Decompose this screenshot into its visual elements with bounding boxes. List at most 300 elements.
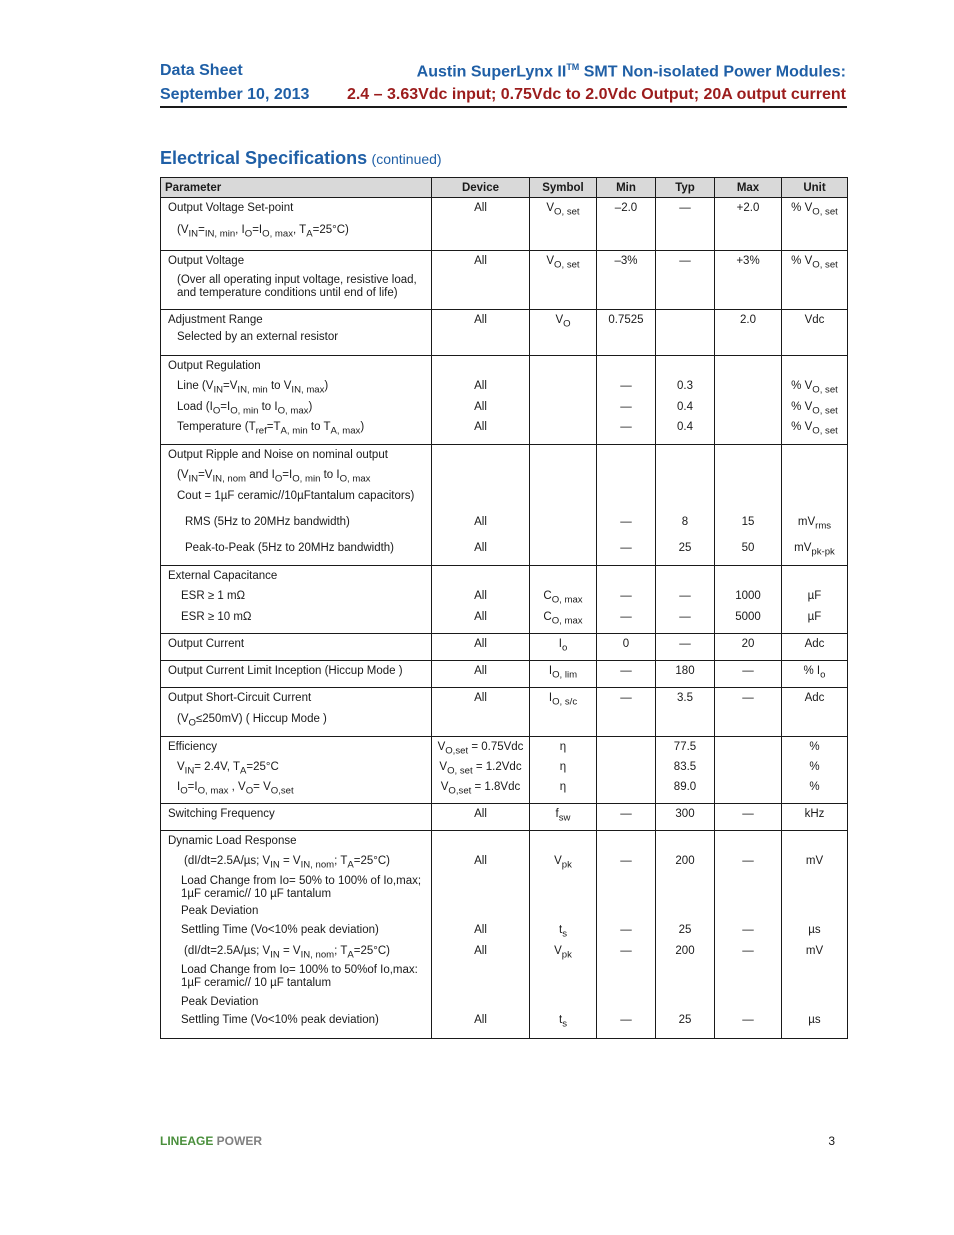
symbol-cell bbox=[530, 198, 597, 251]
section-title: Electrical Specifications bbox=[160, 148, 368, 168]
param-line: Output Current bbox=[168, 638, 245, 650]
device-value bbox=[432, 905, 529, 924]
device-value: $V_{O, set} = 1.2Vdc$ bbox=[439, 761, 522, 777]
symbol-cell bbox=[530, 566, 597, 634]
typ-value bbox=[656, 469, 714, 490]
symbol-cell bbox=[530, 251, 597, 310]
typ-value bbox=[656, 449, 714, 469]
symbol-value: $I_{O, lim}$ bbox=[548, 665, 578, 681]
max-value: — bbox=[742, 808, 754, 820]
max-cell bbox=[715, 198, 782, 251]
symbol-value: η bbox=[559, 781, 567, 793]
symbol-cell bbox=[530, 737, 597, 804]
device-value: All bbox=[474, 255, 487, 267]
symbol-value bbox=[530, 401, 596, 421]
min-value: — bbox=[620, 590, 632, 602]
device-value: All bbox=[474, 945, 487, 957]
unit-value: µF bbox=[807, 590, 822, 602]
unit-value: % $V_{O, set}$ bbox=[791, 421, 838, 437]
col-header-parameter: Parameter bbox=[161, 178, 432, 198]
param-line: $(V_O\le 250mV)$ ( Hiccup Mode ) bbox=[177, 713, 327, 729]
typ-value bbox=[656, 905, 714, 924]
symbol-cell bbox=[530, 445, 597, 566]
unit-value: % $V_{O, set}$ bbox=[791, 401, 838, 417]
product-subtitle: 2.4 – 3.63Vdc input; 0.75Vdc to 2.0Vdc Output; 20A output current bbox=[346, 86, 846, 103]
unit-value bbox=[782, 360, 847, 380]
param-cell bbox=[161, 688, 432, 737]
symbol-value bbox=[530, 875, 596, 905]
min-value: — bbox=[620, 945, 632, 957]
param-line: Peak Deviation bbox=[181, 996, 259, 1008]
param-cell bbox=[161, 445, 432, 566]
typ-value bbox=[656, 360, 714, 380]
symbol-value bbox=[530, 360, 596, 380]
symbol-cell bbox=[530, 661, 597, 688]
max-cell bbox=[715, 566, 782, 634]
min-cell bbox=[597, 445, 656, 566]
typ-cell bbox=[656, 661, 715, 688]
typ-value: 0.4 bbox=[677, 401, 693, 413]
param-line: Peak Deviation bbox=[181, 905, 259, 917]
min-value: — bbox=[620, 1014, 632, 1026]
max-value bbox=[715, 360, 781, 380]
symbol-cell bbox=[530, 356, 597, 445]
typ-cell bbox=[656, 310, 715, 356]
param-line: Load Change from Io= 50% to 100% of Io,max; 1µF ceramic// 10 µF tantalum bbox=[181, 875, 422, 900]
unit-value: % $V_{O, set}$ bbox=[791, 255, 838, 271]
doc-type: Data Sheet bbox=[160, 62, 243, 79]
max-value: — bbox=[742, 1014, 754, 1026]
typ-value bbox=[656, 314, 714, 331]
unit-value: mV bbox=[805, 855, 824, 867]
unit-value: mV bbox=[805, 945, 824, 957]
device-value: All bbox=[474, 202, 487, 214]
min-value: — bbox=[620, 401, 632, 413]
unit-cell bbox=[782, 737, 848, 804]
param-line: Output Regulation bbox=[168, 360, 261, 372]
col-header-min: Min bbox=[597, 178, 656, 198]
max-value: 1000 bbox=[735, 590, 761, 602]
max-cell bbox=[715, 356, 782, 445]
device-value bbox=[432, 360, 529, 380]
typ-value: 0.3 bbox=[677, 380, 693, 392]
max-value bbox=[715, 449, 781, 469]
table-row bbox=[161, 310, 848, 356]
typ-value: 89.0 bbox=[673, 781, 697, 793]
param-cell bbox=[161, 310, 432, 356]
table-row bbox=[161, 688, 848, 737]
device-value: All bbox=[474, 590, 487, 602]
max-value: — bbox=[742, 855, 754, 867]
param-line: Efficiency bbox=[168, 741, 218, 753]
device-cell bbox=[432, 737, 530, 804]
unit-value bbox=[782, 964, 847, 996]
symbol-value bbox=[530, 996, 596, 1014]
param-cell bbox=[161, 737, 432, 804]
table-row bbox=[161, 737, 848, 804]
table-row bbox=[161, 804, 848, 831]
typ-cell bbox=[656, 737, 715, 804]
symbol-value bbox=[530, 542, 596, 563]
min-value bbox=[597, 449, 655, 469]
unit-value bbox=[782, 449, 847, 469]
table-header-row bbox=[161, 178, 848, 198]
symbol-value: $I_o$ bbox=[558, 638, 568, 654]
typ-value: 200 bbox=[675, 945, 695, 957]
unit-value: % $V_{O, set}$ bbox=[791, 202, 838, 218]
unit-cell bbox=[782, 566, 848, 634]
typ-value: — bbox=[679, 611, 691, 623]
device-cell bbox=[432, 356, 530, 445]
max-value bbox=[715, 835, 781, 855]
typ-cell bbox=[656, 251, 715, 310]
unit-value: µs bbox=[808, 924, 821, 936]
max-cell bbox=[715, 737, 782, 804]
unit-value: Vdc bbox=[804, 314, 825, 326]
device-value: All bbox=[474, 665, 487, 677]
symbol-value: $t_s$ bbox=[559, 924, 567, 940]
min-value bbox=[597, 761, 655, 781]
typ-value: 180 bbox=[675, 665, 695, 677]
symbol-cell bbox=[530, 688, 597, 737]
param-line: Load Change from Io= 100% to 50%of Io,max: 1µF ceramic// 10 µF tantalum bbox=[181, 964, 418, 989]
unit-value: µF bbox=[807, 611, 822, 623]
min-value: — bbox=[620, 421, 632, 433]
min-cell bbox=[597, 198, 656, 251]
param-line: ESR ≥ 1 mΩ bbox=[181, 590, 246, 602]
symbol-cell bbox=[530, 310, 597, 356]
param-cell bbox=[161, 634, 432, 661]
header-rule bbox=[160, 106, 847, 108]
unit-value bbox=[782, 713, 847, 734]
param-line: External Capacitance bbox=[168, 570, 278, 582]
param-cell bbox=[161, 831, 432, 1039]
symbol-value: $V_O$ bbox=[555, 314, 571, 330]
device-cell bbox=[432, 566, 530, 634]
min-value bbox=[597, 996, 655, 1014]
unit-value bbox=[782, 469, 847, 490]
symbol-value: $C_{O, max}$ bbox=[543, 590, 583, 606]
symbol-value bbox=[530, 449, 596, 469]
param-line: $I_O=I_{O, max}$ , $V_O= V_{O,set}$ bbox=[177, 781, 294, 797]
max-value bbox=[715, 964, 781, 996]
min-cell bbox=[597, 831, 656, 1039]
param-line: Dynamic Load Response bbox=[168, 835, 297, 847]
param-line: Selected by an external resistor bbox=[177, 331, 339, 343]
typ-value: 25 bbox=[678, 542, 692, 554]
min-value: — bbox=[620, 692, 632, 704]
unit-value bbox=[782, 875, 847, 905]
table-row bbox=[161, 445, 848, 566]
device-cell bbox=[432, 661, 530, 688]
device-value: $V_{O,set} = 1.8Vdc$ bbox=[440, 781, 521, 797]
device-value bbox=[432, 713, 529, 734]
param-line: Load ($I_O=I_{O, min}$ to $I_{O, max}$) bbox=[177, 401, 313, 417]
unit-cell bbox=[782, 804, 848, 831]
typ-value: 200 bbox=[675, 855, 695, 867]
typ-value: 25 bbox=[678, 924, 692, 936]
max-cell bbox=[715, 688, 782, 737]
device-cell bbox=[432, 251, 530, 310]
param-line: ($V_{IN}=_{IN, min}$, $I_O=I_{O, max}$, $T_A=25^\circ C$) bbox=[177, 224, 349, 240]
min-value: — bbox=[620, 665, 632, 677]
typ-value: 8 bbox=[681, 516, 689, 528]
min-value: — bbox=[620, 855, 632, 867]
typ-value bbox=[656, 875, 714, 905]
device-value: All bbox=[474, 638, 487, 650]
param-line: $V_{IN}= 2.4V$, $T_A=25^\circ C$ bbox=[177, 761, 279, 777]
unit-value: % bbox=[809, 761, 820, 773]
symbol-value bbox=[530, 713, 596, 734]
max-value bbox=[715, 490, 781, 516]
typ-value: — bbox=[679, 590, 691, 602]
device-value bbox=[432, 570, 529, 590]
max-value: 5000 bbox=[735, 611, 761, 623]
param-line: Settling Time (Vo<10% peak deviation) bbox=[181, 1014, 379, 1026]
device-cell bbox=[432, 634, 530, 661]
max-cell bbox=[715, 661, 782, 688]
param-line: ($V_{IN}=V_{IN, nom}$ and $I_O=I_{O, min}$ to $I_{O, max}$ bbox=[177, 469, 371, 485]
unit-value: Adc bbox=[804, 692, 825, 704]
param-cell bbox=[161, 661, 432, 688]
min-value bbox=[597, 360, 655, 380]
typ-cell bbox=[656, 198, 715, 251]
device-value bbox=[432, 835, 529, 855]
symbol-value bbox=[530, 905, 596, 924]
min-value: — bbox=[620, 542, 632, 554]
unit-cell bbox=[782, 356, 848, 445]
unit-value: $mV_{pk-pk}$ bbox=[794, 542, 835, 558]
max-value: 2.0 bbox=[740, 314, 756, 326]
device-value: All bbox=[474, 611, 487, 623]
min-value bbox=[597, 835, 655, 855]
device-value: All bbox=[474, 401, 487, 413]
param-line: Output Current Limit Inception (Hiccup Mode ) bbox=[168, 665, 403, 677]
col-header-unit: Unit bbox=[782, 178, 848, 198]
max-value: — bbox=[742, 945, 754, 957]
min-value bbox=[597, 490, 655, 516]
table-row bbox=[161, 831, 848, 1039]
typ-value: 0.4 bbox=[677, 421, 693, 433]
min-cell bbox=[597, 688, 656, 737]
unit-cell bbox=[782, 661, 848, 688]
max-cell bbox=[715, 310, 782, 356]
min-cell bbox=[597, 566, 656, 634]
device-value: All bbox=[474, 542, 487, 554]
symbol-value: $V_{pk}$ bbox=[554, 945, 572, 961]
typ-value bbox=[656, 964, 714, 996]
device-value: All bbox=[474, 924, 487, 936]
symbol-value: $I_{O, s/c}$ bbox=[548, 692, 578, 708]
device-value: All bbox=[474, 421, 487, 433]
param-cell bbox=[161, 356, 432, 445]
min-value bbox=[597, 905, 655, 924]
max-cell bbox=[715, 804, 782, 831]
device-value: All bbox=[474, 314, 487, 326]
min-value: –3% bbox=[614, 255, 638, 267]
typ-value: — bbox=[679, 255, 691, 267]
footer-brand: LINEAGE POWER bbox=[160, 1134, 263, 1148]
min-value bbox=[597, 713, 655, 734]
spec-table bbox=[160, 177, 848, 1039]
device-cell bbox=[432, 310, 530, 356]
max-value bbox=[715, 713, 781, 734]
device-value: All bbox=[474, 516, 487, 528]
symbol-value: $t_s$ bbox=[559, 1014, 567, 1030]
table-row bbox=[161, 356, 848, 445]
max-value: — bbox=[742, 692, 754, 704]
spec-table-body bbox=[161, 198, 848, 1039]
max-cell bbox=[715, 634, 782, 661]
page-number: 3 bbox=[828, 1134, 835, 1148]
device-value: All bbox=[474, 808, 487, 820]
param-line: RMS (5Hz to 20MHz bandwidth) bbox=[185, 516, 350, 528]
table-row bbox=[161, 251, 848, 310]
max-value bbox=[715, 781, 781, 801]
device-value: All bbox=[474, 380, 487, 392]
max-value: +2.0 bbox=[736, 202, 760, 214]
symbol-cell bbox=[530, 804, 597, 831]
max-value: — bbox=[742, 924, 754, 936]
unit-cell bbox=[782, 688, 848, 737]
symbol-value: η bbox=[559, 741, 567, 753]
unit-cell bbox=[782, 198, 848, 251]
max-value bbox=[715, 741, 781, 761]
param-line: Switching Frequency bbox=[168, 808, 275, 820]
max-value bbox=[715, 875, 781, 905]
device-value bbox=[432, 469, 529, 490]
device-value: All bbox=[474, 855, 487, 867]
unit-value: µs bbox=[808, 1014, 821, 1026]
unit-value: % $V_{O, set}$ bbox=[791, 380, 838, 396]
min-value: — bbox=[620, 808, 632, 820]
param-cell bbox=[161, 566, 432, 634]
typ-cell bbox=[656, 831, 715, 1039]
min-cell bbox=[597, 661, 656, 688]
min-cell bbox=[597, 310, 656, 356]
typ-value bbox=[656, 570, 714, 590]
param-line: Line ($V_{IN}=V_{IN, min}$ to $V_{IN, max}$) bbox=[177, 380, 329, 396]
max-value bbox=[715, 761, 781, 781]
col-header-max: Max bbox=[715, 178, 782, 198]
param-line: Output Short-Circuit Current bbox=[168, 692, 312, 704]
symbol-value bbox=[530, 490, 596, 516]
symbol-value bbox=[530, 469, 596, 490]
symbol-value bbox=[530, 516, 596, 542]
device-value: $V_{O,set} = 0.75Vdc$ bbox=[437, 741, 524, 757]
unit-value bbox=[782, 835, 847, 855]
min-value: — bbox=[620, 380, 632, 392]
param-line: Output Voltage Set-point bbox=[168, 202, 294, 214]
symbol-value: $V_{pk}$ bbox=[554, 855, 572, 871]
min-value bbox=[597, 741, 655, 761]
param-line: (dI/dt=2.5A/µs; $V_{IN} = V_{IN, nom}$; $T_A=25^\circ C$) bbox=[184, 945, 390, 961]
param-cell bbox=[161, 804, 432, 831]
min-cell bbox=[597, 804, 656, 831]
max-cell bbox=[715, 831, 782, 1039]
param-line: Cout = 1µF ceramic//10µFtantalum capacitors) bbox=[177, 490, 415, 502]
col-header-device: Device bbox=[432, 178, 530, 198]
symbol-value: $V_{O, set}$ bbox=[546, 255, 580, 271]
device-value: All bbox=[474, 692, 487, 704]
max-value: 20 bbox=[741, 638, 755, 650]
symbol-value: η bbox=[559, 761, 567, 773]
section-heading bbox=[160, 148, 442, 169]
max-value: 50 bbox=[741, 542, 755, 554]
device-value bbox=[432, 449, 529, 469]
param-line: Output Ripple and Noise on nominal output bbox=[168, 449, 388, 461]
max-cell bbox=[715, 445, 782, 566]
unit-value bbox=[782, 996, 847, 1014]
typ-value bbox=[656, 490, 714, 516]
unit-value: $mV_{rms}$ bbox=[797, 516, 832, 532]
typ-cell bbox=[656, 566, 715, 634]
max-value bbox=[715, 905, 781, 924]
typ-value: 300 bbox=[675, 808, 695, 820]
unit-value: % $I_o$ bbox=[803, 665, 826, 681]
symbol-value bbox=[530, 964, 596, 996]
col-header-typ: Typ bbox=[656, 178, 715, 198]
max-value: +3% bbox=[736, 255, 760, 267]
symbol-value bbox=[530, 570, 596, 590]
typ-value: 3.5 bbox=[677, 692, 693, 704]
section-continued: (continued) bbox=[371, 151, 442, 167]
min-value bbox=[597, 875, 655, 905]
product-title: Austin SuperLynx II™ SMT Non-isolated Power Modules: bbox=[416, 62, 846, 81]
device-cell bbox=[432, 804, 530, 831]
typ-value: 83.5 bbox=[673, 761, 697, 773]
symbol-cell bbox=[530, 831, 597, 1039]
param-cell bbox=[161, 198, 432, 251]
symbol-value bbox=[530, 421, 596, 442]
param-line: Adjustment Range bbox=[168, 314, 263, 326]
max-value: — bbox=[742, 665, 754, 677]
typ-value: 77.5 bbox=[673, 741, 697, 753]
max-value bbox=[715, 469, 781, 490]
max-value bbox=[715, 996, 781, 1014]
symbol-value bbox=[530, 380, 596, 401]
max-value bbox=[715, 570, 781, 590]
typ-value bbox=[656, 996, 714, 1014]
param-line: Peak-to-Peak (5Hz to 20MHz bandwidth) bbox=[185, 542, 395, 554]
max-value: 15 bbox=[741, 516, 755, 528]
min-cell bbox=[597, 356, 656, 445]
table-row bbox=[161, 634, 848, 661]
max-cell bbox=[715, 251, 782, 310]
unit-value: kHz bbox=[804, 808, 825, 820]
table-row bbox=[161, 566, 848, 634]
symbol-value: $C_{O, max}$ bbox=[543, 611, 583, 627]
param-line: Settling Time (Vo<10% peak deviation) bbox=[181, 924, 379, 936]
unit-value bbox=[782, 570, 847, 590]
unit-value: % bbox=[809, 781, 820, 793]
typ-cell bbox=[656, 804, 715, 831]
unit-cell bbox=[782, 831, 848, 1039]
min-cell bbox=[597, 251, 656, 310]
param-cell bbox=[161, 251, 432, 310]
typ-value: — bbox=[679, 638, 691, 650]
min-value: 0 bbox=[622, 638, 630, 650]
min-value bbox=[597, 964, 655, 996]
unit-value bbox=[782, 490, 847, 516]
max-value bbox=[715, 421, 781, 442]
min-cell bbox=[597, 634, 656, 661]
typ-cell bbox=[656, 356, 715, 445]
param-line: Temperature ($T_{ref}=T_{A, min}$ to $T_{A, max}$) bbox=[177, 421, 365, 437]
device-cell bbox=[432, 198, 530, 251]
typ-cell bbox=[656, 634, 715, 661]
min-value bbox=[597, 469, 655, 490]
